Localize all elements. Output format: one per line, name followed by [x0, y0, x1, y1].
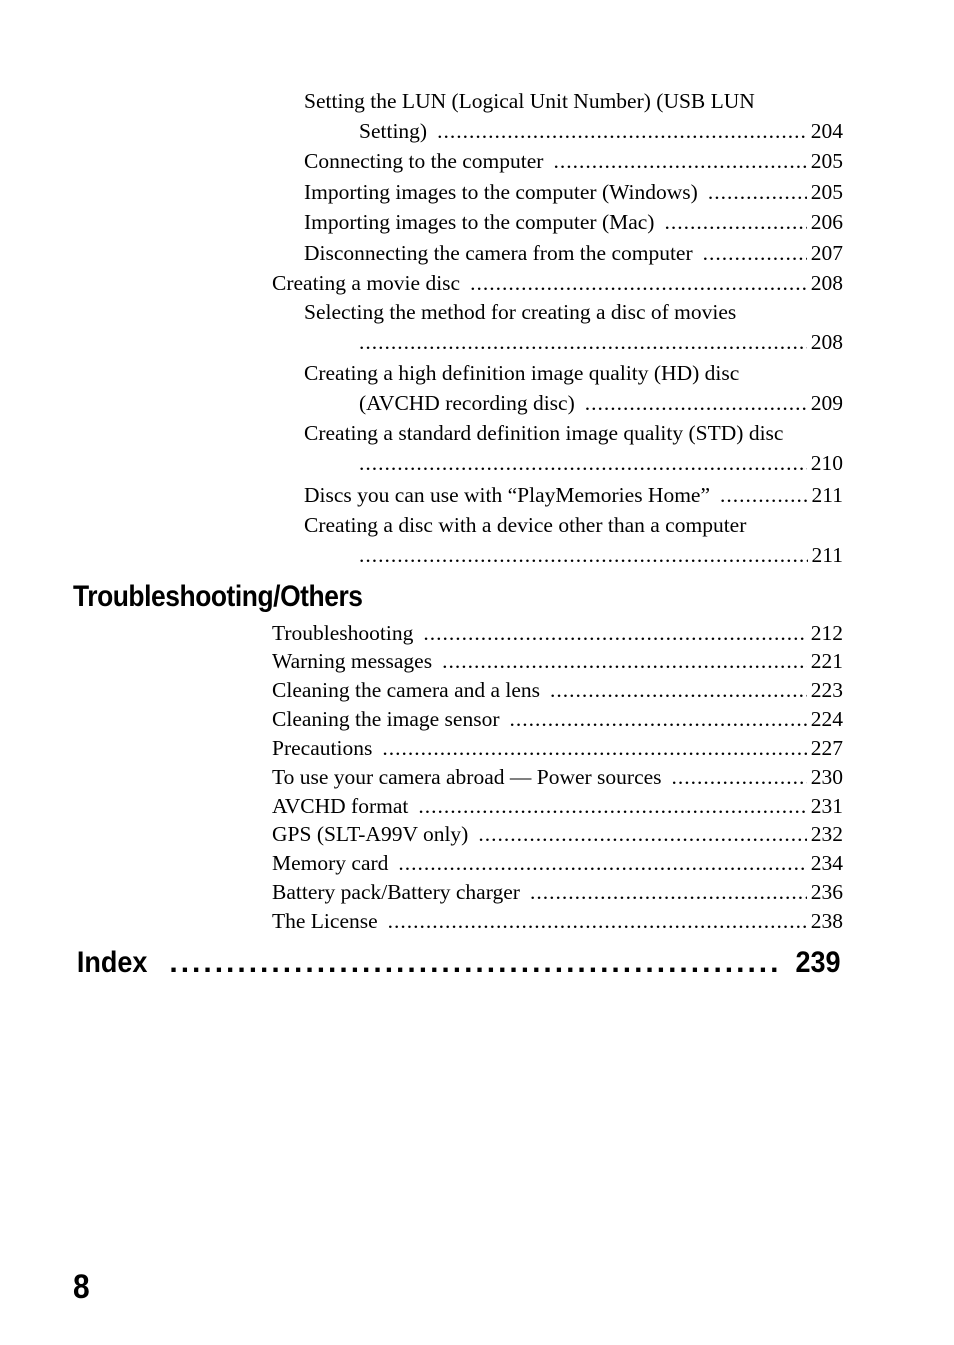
toc-entry-line: [304, 207, 843, 237]
toc-entry-page: 205: [810, 149, 843, 173]
toc-entry-page: 206: [810, 210, 843, 234]
toc-entry[interactable]: [304, 86, 843, 146]
toc-entry-page: 234: [810, 851, 843, 875]
leader-dots: [530, 878, 807, 907]
index-page: 239: [795, 946, 841, 979]
toc-entry-line: [304, 388, 843, 418]
toc-entry-line: [272, 849, 843, 878]
toc-entry[interactable]: [272, 647, 843, 676]
leader-dots: [382, 734, 806, 763]
toc-entry-page: 221: [810, 649, 843, 673]
toc-entry[interactable]: [272, 792, 843, 821]
toc-entry-page: 208: [810, 271, 843, 295]
leader-dots: [550, 676, 807, 705]
toc-entry-line: [304, 540, 843, 570]
toc-entry-line: [272, 878, 843, 907]
toc-entry[interactable]: [304, 207, 843, 237]
toc-entry[interactable]: [304, 480, 843, 510]
toc-entry[interactable]: [272, 734, 843, 763]
toc-entry-page: 208: [810, 330, 843, 354]
index-entry[interactable]: [73, 946, 843, 980]
toc-entry-line: [304, 448, 843, 478]
toc-entry-title: Warning messages: [272, 649, 433, 673]
toc-entry-title: Discs you can use with “PlayMemories Home”: [304, 483, 711, 507]
leader-dots: [664, 207, 806, 237]
toc-entry-line: [304, 116, 843, 146]
leader-dots: [553, 146, 806, 176]
toc-entry-continuation: Setting): [359, 119, 428, 143]
toc-entry-title: Cleaning the camera and a lens: [272, 678, 541, 702]
toc-entry-page: 207: [810, 241, 843, 265]
toc-entry-line: [272, 705, 843, 734]
toc-entry-page: 223: [810, 678, 843, 702]
toc-entry-page: 212: [810, 621, 843, 645]
toc-entry[interactable]: [272, 676, 843, 705]
toc-entry-title: GPS (SLT-A99V only): [272, 822, 469, 846]
leader-dots: [388, 907, 807, 936]
toc-entry-line: [272, 820, 843, 849]
toc-entry-title: Creating a high definition image quality (HD) disc: [304, 361, 740, 385]
toc-entry[interactable]: [272, 878, 843, 907]
toc-entry-page: 209: [810, 391, 843, 415]
toc-entry-line: [304, 238, 843, 268]
toc-entry-line: [272, 619, 843, 648]
toc-entry-page: 232: [810, 822, 843, 846]
toc-entry-page: 211: [811, 543, 843, 567]
leader-dots: [398, 849, 806, 878]
leader-dots: [169, 946, 783, 980]
toc-entry-page: 211: [811, 483, 843, 507]
toc-entry-title: Selecting the method for creating a disc of movies: [304, 300, 737, 324]
toc-entry-page: 210: [810, 451, 843, 475]
toc-entry[interactable]: [272, 619, 843, 648]
toc-entry[interactable]: [272, 268, 843, 298]
toc-entry[interactable]: [304, 510, 843, 570]
leader-dots: [478, 820, 806, 849]
leader-dots: [359, 327, 807, 357]
toc-entry-page: 224: [810, 707, 843, 731]
toc-entry-title: Creating a movie disc: [272, 271, 461, 295]
toc-entry-title: Importing images to the computer (Mac): [304, 210, 655, 234]
toc-entry-page: 238: [810, 909, 843, 933]
toc-entry-title: Precautions: [272, 736, 373, 760]
toc-entry[interactable]: [272, 907, 843, 936]
toc-entry-line: [272, 647, 843, 676]
toc-entry-line: [272, 792, 843, 821]
leader-dots: [708, 177, 807, 207]
toc-entry-title: Disconnecting the camera from the computer: [304, 241, 693, 265]
leader-dots: [509, 705, 806, 734]
toc-entry[interactable]: [272, 705, 843, 734]
toc-entry-line: [304, 480, 843, 510]
toc-entry[interactable]: [272, 763, 843, 792]
toc-entry-line: [304, 177, 843, 207]
index-label: Index: [76, 946, 148, 979]
toc-entry-title: Cleaning the image sensor: [272, 707, 500, 731]
toc-entry-page: 230: [810, 765, 843, 789]
toc-entry-page: 227: [810, 736, 843, 760]
leader-dots: [720, 480, 808, 510]
toc-entry-title: Troubleshooting: [272, 621, 414, 645]
leader-dots: [703, 238, 807, 268]
toc-entry-title: Creating a standard definition image quality (STD) disc: [304, 421, 784, 445]
toc-entry[interactable]: [304, 418, 843, 478]
toc-entry[interactable]: [304, 146, 843, 176]
toc-entry-title: Importing images to the computer (Windows): [304, 180, 698, 204]
leader-dots: [585, 388, 807, 418]
page-number: 8: [73, 1268, 90, 1306]
leader-dots: [437, 116, 807, 146]
leader-dots: [359, 540, 808, 570]
toc-entry-title: Setting the LUN (Logical Unit Number) (USB LUN: [304, 89, 755, 113]
toc-entry-line: [272, 268, 843, 298]
toc-entry-title: Creating a disc with a device other than a computer: [304, 513, 747, 537]
toc-entry-line: [272, 763, 843, 792]
toc-entry[interactable]: [272, 820, 843, 849]
toc-entry-title: Memory card: [272, 851, 389, 875]
leader-dots: [423, 619, 806, 648]
toc-entry-page: 231: [810, 794, 843, 818]
toc-entry[interactable]: [304, 297, 843, 357]
leader-dots: [418, 792, 806, 821]
toc-entry-title: The License: [272, 909, 378, 933]
toc-entry-line: [304, 327, 843, 357]
toc-entry-line: [272, 734, 843, 763]
toc-entry[interactable]: [304, 238, 843, 268]
toc-entry-title: AVCHD format: [272, 794, 409, 818]
toc-entry[interactable]: [272, 849, 843, 878]
toc-entry-line: [272, 676, 843, 705]
toc-entry-title: Battery pack/Battery charger: [272, 880, 520, 904]
toc-entry-page: 205: [810, 180, 843, 204]
leader-dots: [359, 448, 807, 478]
toc-entry-title: To use your camera abroad — Power sources: [272, 765, 662, 789]
toc-entry[interactable]: [304, 358, 843, 418]
toc-entry-continuation: (AVCHD recording disc): [359, 391, 575, 415]
toc-entry-line: [304, 146, 843, 176]
toc-entry[interactable]: [304, 177, 843, 207]
leader-dots: [470, 268, 807, 298]
leader-dots: [672, 763, 807, 792]
toc-entry-page: 236: [810, 880, 843, 904]
toc-entry-title: Connecting to the computer: [304, 149, 544, 173]
toc-entry-page: 204: [810, 119, 843, 143]
leader-dots: [442, 647, 807, 676]
section-heading: Troubleshooting/Others: [73, 580, 363, 613]
toc-entry-line: [272, 907, 843, 936]
